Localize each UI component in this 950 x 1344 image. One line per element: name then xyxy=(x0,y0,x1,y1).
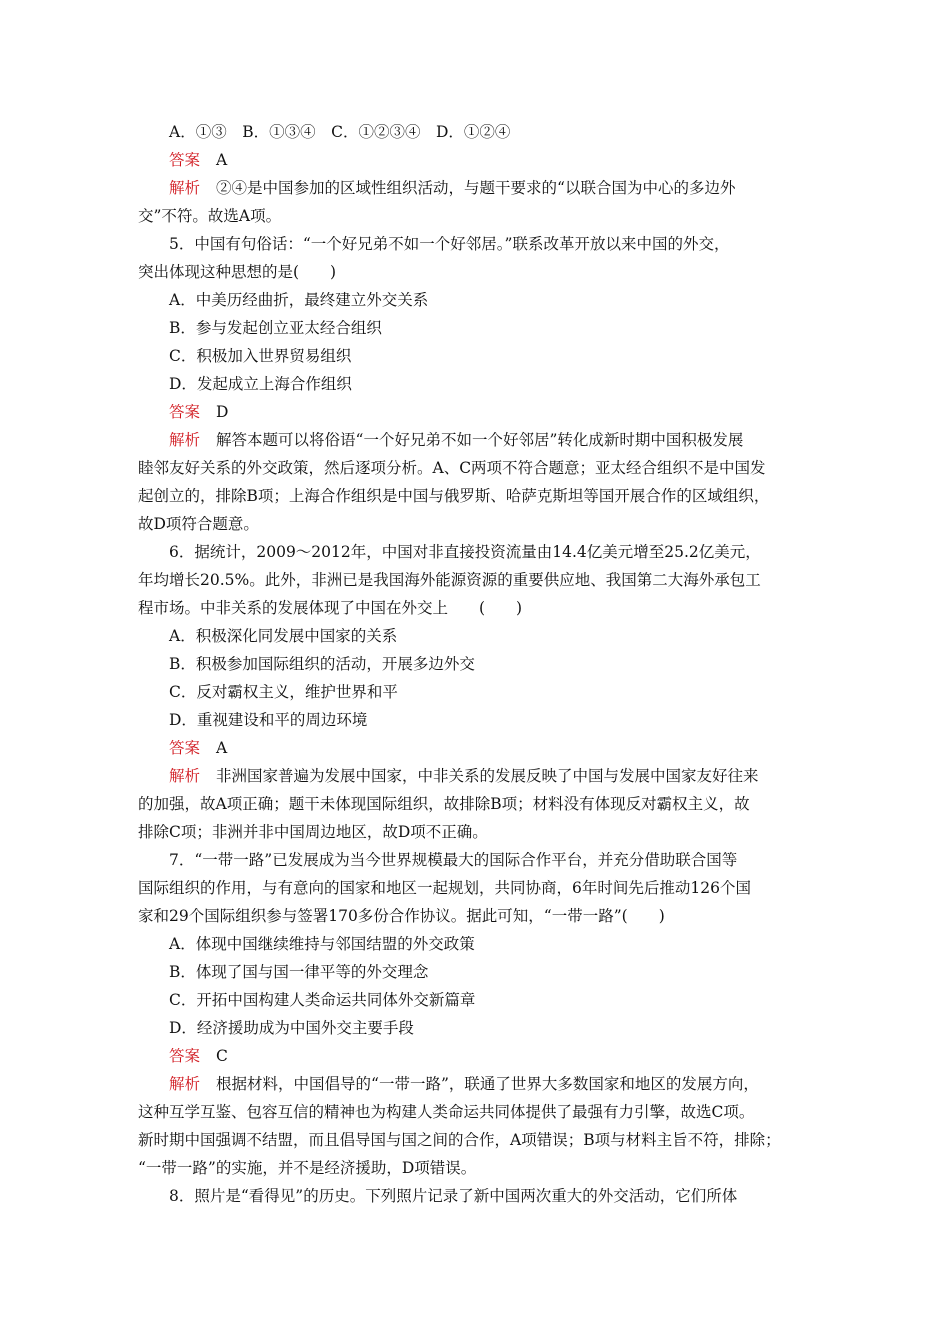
q6-option-a: A．积极深化同发展中国家的关系 xyxy=(169,627,398,645)
q6-stem-line: 年均增长20.5%。此外，非洲已是我国海外能源资源的重要供应地、我国第二大海外承包工 xyxy=(138,571,761,589)
q6-option-d: D．重视建设和平的周边环境 xyxy=(169,711,368,729)
analysis-label: 解析 xyxy=(169,1075,201,1093)
q5-answer xyxy=(169,400,849,424)
answer-label: 答案 xyxy=(169,151,201,169)
q7-option-b: B．体现了国与国一律平等的外交理念 xyxy=(169,963,429,981)
q5-option-c: C．积极加入世界贸易组织 xyxy=(169,347,352,365)
q7-stem-line: 7．“一带一路”已发展成为当今世界规模最大的国际合作平台，并充分借助联合国等 xyxy=(169,851,738,869)
q5-stem-line: 5．中国有句俗话：“一个好兄弟不如一个好邻居。”联系改革开放以来中国的外交， xyxy=(169,235,730,253)
q6-stem-line: 6．据统计，2009～2012年，中国对非直接投资流量由14.4亿美元增至25.2亿美元， xyxy=(169,543,761,561)
q6-answer xyxy=(169,736,849,760)
q4-answer xyxy=(169,148,849,172)
answer-value: D xyxy=(216,403,229,421)
q4-analysis-line: 解析 ②④是中国参加的区域性组织活动，与题干要求的“以联合国为中心的多边外 xyxy=(169,179,736,197)
analysis-label: 解析 xyxy=(169,431,201,449)
q6-stem-line: 程市场。中非关系的发展体现了中国在外交上 ( ) xyxy=(138,599,523,617)
q8-stem-line: 8．照片是“看得见”的历史。下列照片记录了新中国两次重大的外交活动，它们所体 xyxy=(169,1187,738,1205)
q6-option-c: C．反对霸权主义，维护世界和平 xyxy=(169,683,398,701)
answer-label: 答案 xyxy=(169,739,201,757)
q6-analysis-line: 排除C项；非洲并非中国周边地区，故D项不正确。 xyxy=(138,823,488,841)
q7-stem-line: 国际组织的作用，与有意向的国家和地区一起规划，共同协商，6年时间先后推动126个国 xyxy=(138,879,751,897)
q5-analysis-line: 故D项符合题意。 xyxy=(138,515,259,533)
q4-analysis-line: 交”不符。故选A项。 xyxy=(138,207,282,225)
q7-option-a: A．体现中国继续维持与邻国结盟的外交政策 xyxy=(169,935,475,953)
q5-stem-line: 突出体现这种思想的是( ) xyxy=(138,263,337,281)
answer-value: C xyxy=(216,1047,228,1065)
q6-analysis-line: 的加强，故A项正确；题干未体现国际组织，故排除B项；材料没有体现反对霸权主义，故 xyxy=(138,795,750,813)
q7-option-c: C．开拓中国构建人类命运共同体外交新篇章 xyxy=(169,991,476,1009)
answer-value: A xyxy=(216,739,228,757)
q5-option-b: B．参与发起创立亚太经合组织 xyxy=(169,319,382,337)
q5-analysis-line: 起创立的，排除B项；上海合作组织是中国与俄罗斯、哈萨克斯坦等国开展合作的区域组织， xyxy=(138,487,770,505)
q7-analysis-line: 这种互学互鉴、包容互信的精神也为构建人类命运共同体提供了最强有力引擎，故选C项。 xyxy=(138,1103,755,1121)
answer-value: A xyxy=(216,151,228,169)
q5-analysis-line: 睦邻友好关系的外交政策，然后逐项分析。A、C两项不符合题意；亚太经合组织不是中国发 xyxy=(138,459,766,477)
answer-label: 答案 xyxy=(169,403,201,421)
q5-option-a: A．中美历经曲折，最终建立外交关系 xyxy=(169,291,429,309)
q5-analysis-line: 解析 解答本题可以将俗语“一个好兄弟不如一个好邻居”转化成新时期中国积极发展 xyxy=(169,431,744,449)
analysis-label: 解析 xyxy=(169,179,201,197)
q6-analysis-line: 解析 非洲国家普遍为发展中国家，中非关系的发展反映了中国与发展中国家友好往来 xyxy=(169,767,759,785)
answer-label: 答案 xyxy=(169,1047,201,1065)
q7-analysis-line: 解析 根据材料，中国倡导的“一带一路”，联通了世界大多数国家和地区的发展方向， xyxy=(169,1075,759,1093)
q7-analysis-line: “一带一路”的实施，并不是经济援助，D项错误。 xyxy=(138,1159,477,1177)
q7-stem-line: 家和29个国际组织参与签署170多份合作协议。据此可知，“一带一路”( ) xyxy=(138,907,665,925)
analysis-label: 解析 xyxy=(169,767,201,785)
q6-option-b: B．积极参加国际组织的活动，开展多边外交 xyxy=(169,655,475,673)
q5-option-d: D．发起成立上海合作组织 xyxy=(169,375,352,393)
q4-options: A．①③ B．①③④ C．①②③④ D．①②④ xyxy=(169,123,511,141)
q7-analysis-line: 新时期中国强调不结盟，而且倡导国与国之间的合作，A项错误；B项与材料主旨不符，排除； xyxy=(138,1131,781,1149)
q7-option-d: D．经济援助成为中国外交主要手段 xyxy=(169,1019,414,1037)
q7-answer xyxy=(169,1044,849,1068)
